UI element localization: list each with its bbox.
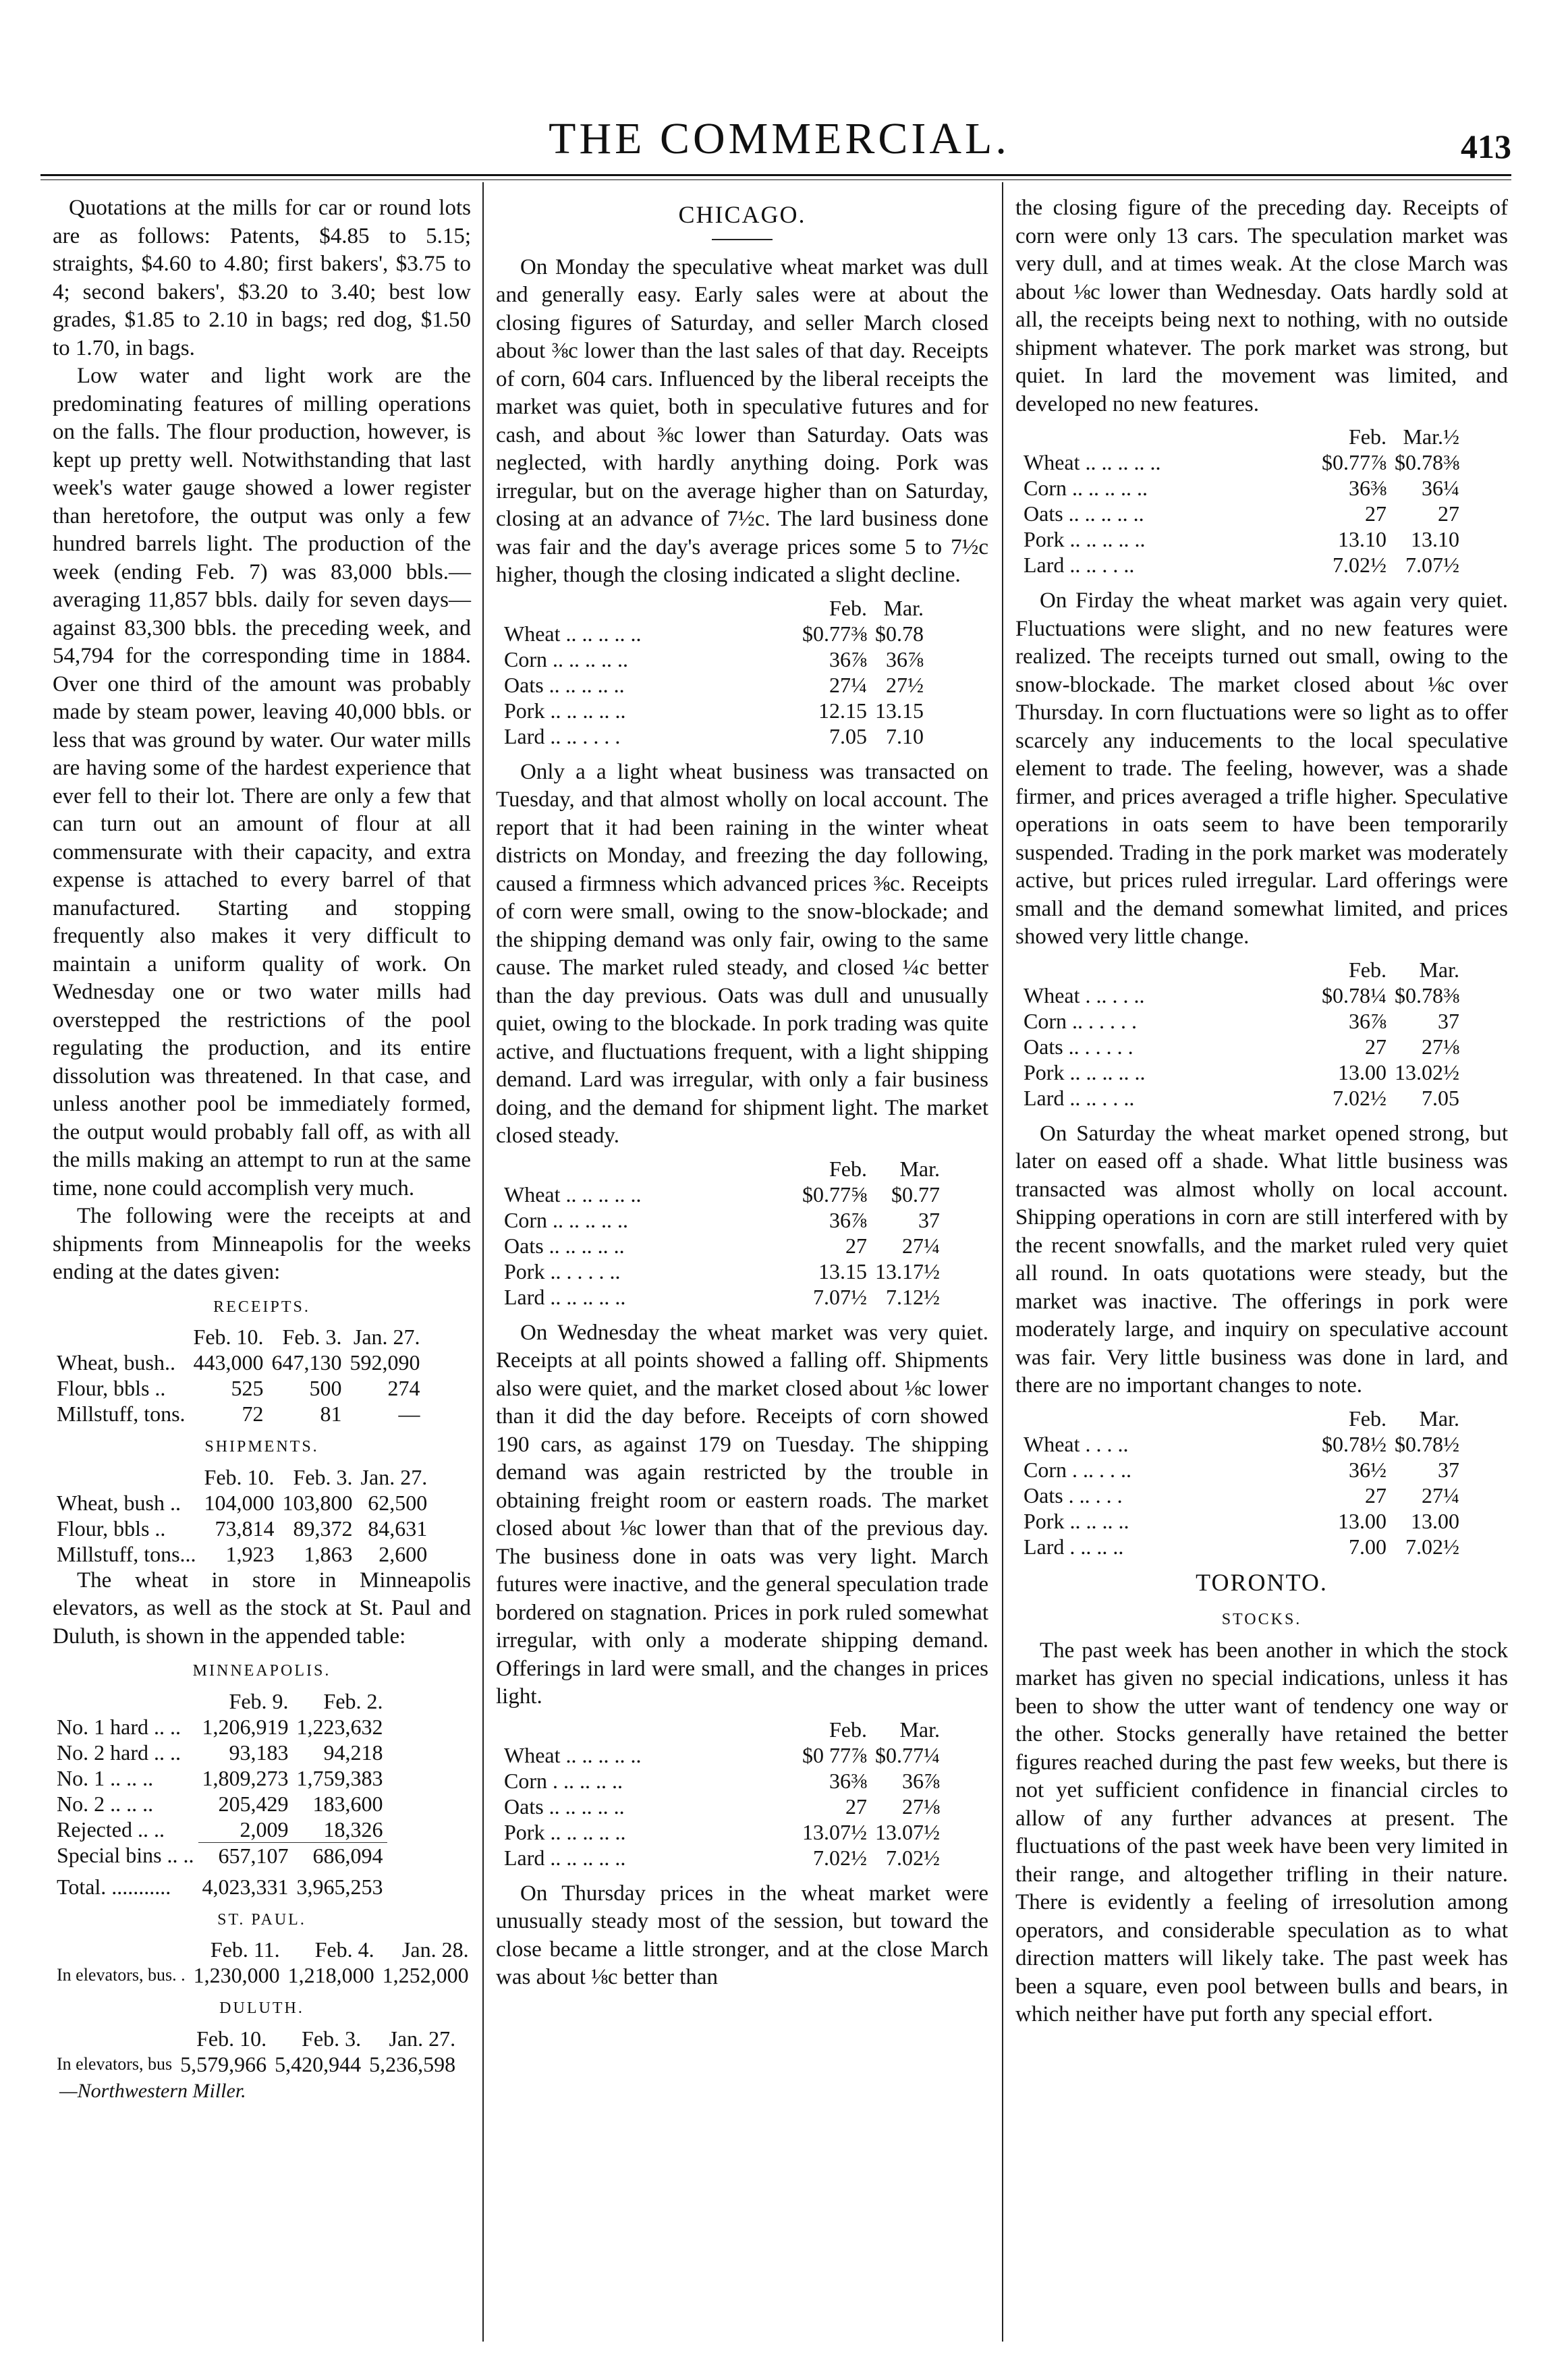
column-2 — [496, 194, 988, 1992]
table-cell: 4,023,331 — [202, 1874, 289, 1899]
table-row — [1019, 1008, 1463, 1034]
row-label: Pork .. .. .. .. — [1024, 1508, 1129, 1533]
row-label: Lard .. .. .. .. .. — [504, 1284, 626, 1309]
table-cell: $0.78⅜ — [1395, 450, 1459, 474]
column-header: Feb. — [1349, 424, 1387, 449]
row-label: Corn .. .. .. .. .. — [1024, 476, 1148, 500]
column-header: Feb. 3. — [302, 2026, 362, 2051]
column-header: Feb. 9. — [229, 1688, 289, 1713]
table-cell: 13.02½ — [1395, 1059, 1459, 1084]
column-divider-1 — [482, 182, 484, 2342]
table-row — [1019, 1483, 1463, 1508]
table-row — [1019, 501, 1463, 526]
table-cell: 500 — [309, 1376, 342, 1400]
table-header-row — [500, 595, 928, 621]
table-row — [1019, 1534, 1463, 1559]
column-header: Mar. — [1419, 957, 1459, 982]
article-paragraph: Low water and light work are the predominating features of milling operations on the falls. The flour production, however, is kept up pretty well. Notwithstanding that last week's water gauge showed a lower register than heretofore, the output was only a few hundred barrels light. The production of the week (ending Feb. 7) was 83,000 bbls.—averaging 11,857 bbls. daily for seven days—against 83,300 bbls. the preceding week, and 54,794 for the corresponding time in 1884. Over one third of the amount was probably made by steam power, leaving 40,000 bbls. or less that was ground by water. Our water mills are having some of the hardest experience that ever fell to their lot. There are only a few that can turn out an amount of flour at all commensurate with their capacity, and extra expense is attached to every barrel of that manufactured. Starting and stopping frequently also makes it very difficult to maintain a uniform quality of work. On Wednesday one or two water mills had overstepped the restrictions of the pool regulating the production, and its entire dissolution was threatened. In that case, and unless another pool be immediately formed, the output would probably fall off, as with all the mills making an attempt to run at the same time, none could accomplish very much. — [53, 364, 471, 1200]
column-header: Feb. — [1349, 957, 1387, 982]
table-row — [53, 2051, 459, 2077]
table-row — [53, 1490, 431, 1516]
table-cell: 89,372 — [293, 1516, 353, 1541]
table-cell: $0.78½ — [1395, 1431, 1459, 1456]
table-cell: $0.78½ — [1322, 1431, 1387, 1456]
table-header-row — [500, 1717, 944, 1742]
table-cell: 18,326 — [323, 1817, 383, 1842]
table-cell: 36½ — [1349, 1457, 1387, 1482]
table-cell: 27 — [1438, 501, 1459, 526]
table-row — [500, 646, 928, 672]
table-cell: 7.02½ — [1333, 553, 1387, 577]
table-cell: 13.10 — [1338, 527, 1387, 551]
table-cell: 686,094 — [293, 1842, 387, 1869]
column-header: Mar. — [883, 595, 924, 620]
row-label: Corn .. .. .. .. .. — [504, 646, 628, 671]
column-header: Feb. — [829, 595, 867, 620]
table-cell: 7.05 — [1422, 1085, 1459, 1110]
table-row — [1019, 983, 1463, 1008]
table-cell: 5,236,598 — [369, 2051, 456, 2076]
section-heading: CHICAGO. — [678, 201, 806, 228]
column-header: Mar. — [1419, 1406, 1459, 1431]
column-header: Feb. 10. — [196, 2026, 267, 2051]
table-cell: 7.07½ — [1405, 553, 1459, 577]
row-label: Corn . .. .. .. .. — [504, 1768, 623, 1793]
table-cell: 62,500 — [368, 1490, 428, 1515]
row-label: No. 1 .. .. .. — [57, 1765, 154, 1790]
table-row — [500, 1819, 944, 1845]
column-header: Feb. 10. — [204, 1464, 275, 1489]
row-label: Oats .. . . . . . — [1024, 1034, 1133, 1059]
column-3 — [1015, 194, 1508, 2029]
table-cell: 13.15 — [818, 1259, 867, 1283]
table-cell: 27¼ — [1422, 1483, 1459, 1508]
table-row — [500, 698, 928, 723]
table-cell: 103,800 — [282, 1490, 353, 1515]
table-header-row — [53, 1688, 387, 1714]
column-header: Mar. — [899, 1156, 940, 1181]
table-row — [53, 1765, 387, 1791]
row-label: No. 1 hard .. .. — [57, 1714, 181, 1739]
table-cell: $0.78¼ — [1322, 983, 1387, 1007]
table-cell: 13.00 — [1411, 1508, 1459, 1533]
table-cell: $0.77¼ — [875, 1742, 940, 1767]
column-header: Feb. — [829, 1717, 867, 1742]
column-header: Mar. — [899, 1717, 940, 1742]
table-cell: 592,090 — [349, 1350, 420, 1375]
table-cell: 183,600 — [312, 1791, 383, 1816]
column-header: Feb. 3. — [282, 1325, 342, 1349]
table-row — [53, 1541, 431, 1567]
table-row — [500, 672, 928, 698]
table-cell: 657,107 — [198, 1842, 293, 1869]
table-row — [500, 1845, 944, 1871]
table-heading: RECEIPTS. — [213, 1298, 310, 1316]
table-header-row — [53, 2026, 459, 2051]
table-cell: 13.15 — [875, 698, 924, 723]
column-header: Feb. — [1349, 1406, 1387, 1431]
table-cell: 7.12½ — [886, 1284, 940, 1309]
table-cell: 1,923 — [225, 1541, 275, 1566]
table-cell: 443,000 — [193, 1350, 264, 1375]
table-cell: 13.00 — [1338, 1059, 1387, 1084]
table-row — [500, 1794, 944, 1819]
table-cell: $0.78⅜ — [1395, 983, 1459, 1007]
table-cell: 37 — [1438, 1457, 1459, 1482]
table-header-row — [53, 1324, 424, 1350]
table-cell: 27 — [1365, 1034, 1387, 1059]
row-label: Wheat, bush.. — [57, 1350, 175, 1375]
column-divider-2 — [1002, 182, 1003, 2342]
table-cell: 13.07½ — [875, 1819, 940, 1844]
table-cell: 27⅛ — [1422, 1034, 1459, 1059]
table-cell: 37 — [1438, 1008, 1459, 1033]
table-cell: 3,965,253 — [296, 1874, 383, 1899]
table-row — [53, 1962, 473, 1988]
article-paragraph: the closing figure of the preceding day. Receipts of corn were only 13 cars. The speculation market was very dull, and at times weak. At the close March was about ⅛c lower than Wednesday. Oats hardly sold at all, the receipts being next to nothing, with no outside shipment whatever. The pork market was strong, but quiet. In lard the movement was limited, and developed no new features. — [1015, 196, 1508, 416]
table-cell: 27¼ — [829, 672, 867, 697]
table-cell: 94,218 — [323, 1740, 383, 1765]
table-cell: 84,631 — [368, 1516, 428, 1541]
table-cell: $0.77⅞ — [1322, 450, 1387, 474]
column-header: Jan. 28. — [401, 1937, 469, 1962]
table-cell: 13.07½ — [802, 1819, 867, 1844]
table-cell: 1,206,919 — [202, 1714, 289, 1739]
row-label: Special bins .. .. — [57, 1843, 194, 1868]
table-cell: 37 — [918, 1207, 940, 1232]
table-cell: 36⅞ — [829, 646, 867, 671]
table-cell: 36⅞ — [1349, 1008, 1387, 1033]
column-header: Jan. 27. — [360, 1464, 428, 1489]
row-label: Oats . .. . . . — [1024, 1483, 1123, 1508]
table-cell: 81 — [320, 1402, 342, 1426]
market-table — [500, 1717, 944, 1871]
table-cell: $0 77⅞ — [802, 1742, 867, 1767]
minneapolis-table — [53, 1688, 387, 1900]
table-row — [500, 723, 928, 749]
row-label: Millstuff, tons. — [57, 1402, 186, 1426]
table-heading: ST. PAUL. — [217, 1910, 306, 1929]
table-row — [1019, 1431, 1463, 1457]
market-table — [1019, 424, 1463, 578]
table-cell: 27 — [1365, 1483, 1387, 1508]
table-row — [1019, 449, 1463, 475]
table-row — [500, 1207, 944, 1233]
table-cell: 1,223,632 — [296, 1714, 383, 1739]
row-label: Wheat .. .. .. .. .. — [504, 621, 642, 646]
table-cell: 13.00 — [1338, 1508, 1387, 1533]
table-cell: $0.77 — [891, 1182, 940, 1207]
article-paragraph: The wheat in store in Minneapolis elevators, as well as the stock at St. Paul and Duluth, is shown in the appended table: — [53, 1568, 471, 1649]
row-label: Wheat . . . .. — [1024, 1431, 1129, 1456]
table-header-row — [1019, 957, 1463, 983]
table-row — [500, 1182, 944, 1207]
row-label: Lard . .. .. .. — [1024, 1534, 1124, 1559]
table-row — [500, 1233, 944, 1259]
column-header: Feb. — [829, 1156, 867, 1181]
row-label: Flour, bbls .. — [57, 1516, 166, 1541]
row-label: No. 2 hard .. .. — [57, 1740, 181, 1765]
column-1 — [53, 194, 471, 2105]
column-header: Feb. 4. — [314, 1937, 374, 1962]
table-row — [53, 1714, 387, 1740]
row-label: Lard .. .. . . .. — [1024, 1085, 1135, 1110]
table-cell: 7.07½ — [813, 1284, 867, 1309]
row-label: Pork .. .. .. .. .. — [1024, 1059, 1146, 1084]
table-cell: 1,252,000 — [382, 1963, 469, 1987]
table-cell: 27½ — [886, 672, 924, 697]
table-row — [1019, 475, 1463, 501]
column-header: Mar.½ — [1403, 424, 1459, 449]
row-label: Total. ........... — [57, 1874, 171, 1899]
table-cell: 36⅞ — [902, 1768, 940, 1793]
row-label: Wheat . .. . . .. — [1024, 983, 1145, 1007]
table-cell: 13.10 — [1411, 527, 1459, 551]
table-cell: 7.10 — [886, 723, 924, 748]
table-cell: 73,814 — [215, 1516, 275, 1541]
table-cell: $0.77⅝ — [802, 1182, 867, 1207]
table-row — [53, 1817, 387, 1843]
row-label: Pork .. . . . . .. — [504, 1259, 621, 1283]
row-label: Pork .. .. .. .. .. — [1024, 527, 1146, 551]
table-cell: 5,420,944 — [275, 2051, 362, 2076]
section-heading: TORONTO. — [1196, 1568, 1328, 1596]
table-cell: 7.02½ — [1333, 1085, 1387, 1110]
article-paragraph: Only a a light wheat business was transacted on Tuesday, and that almost wholly on local account. The report that it had been raining in the winter wheat districts on Monday, and freezing the day following, caused a firmness which advanced prices ⅜c. Receipts of corn were small, owing to the snow-blockade; and the shipping demand was only fair, owing to the same cause. The market ruled steady, and closed ¼c better than the day previous. Oats was dull and unusually quiet, owing to the blockade. In pork trading was quite active, and fluctuations frequent, with a light shipping demand. Lard was irregular, with only a fair business doing, and the demand for shipment light. The market closed steady. — [496, 759, 988, 1148]
column-header: Feb. 10. — [193, 1325, 264, 1349]
receipts-table — [53, 1324, 424, 1427]
article-paragraph: On Thursday prices in the wheat market were unusually steady most of the session, but toward the close became a little stronger, and at the close March was about ⅛c better than — [496, 1881, 988, 1989]
table-row — [500, 1284, 944, 1310]
article-paragraph: On Saturday the wheat market opened strong, but later on eased off a shade. What little business was transacted was almost wholly on local account. Shipping operations in corn are still interfered with by the recent snowfalls, and the market ruled very quiet all round. In oats quotations were steady, but the market was inactive. The offerings in pork were moderately large, and inquiry on speculative account was fair. Very little business was done in lard, and there are no important changes to note. — [1015, 1121, 1508, 1398]
table-row — [1019, 1457, 1463, 1483]
table-row — [1019, 1034, 1463, 1059]
table-cell: $0.78 — [875, 621, 924, 646]
table-row — [1019, 1085, 1463, 1111]
row-label: Rejected .. .. — [57, 1817, 165, 1842]
table-cell: 36¼ — [1422, 476, 1459, 500]
table-row — [53, 1401, 424, 1427]
row-label: Oats .. .. .. .. .. — [1024, 501, 1144, 526]
st-paul-table — [53, 1937, 473, 1988]
article-paragraph: The following were the receipts at and shipments from Minneapolis for the weeks ending at the dates given: — [53, 1204, 471, 1284]
table-heading: SHIPMENTS. — [204, 1438, 319, 1456]
table-cell: 27¼ — [902, 1233, 940, 1258]
table-cell: 1,809,273 — [202, 1765, 289, 1790]
table-cell: 1,863 — [304, 1541, 353, 1566]
shipments-table — [53, 1464, 431, 1567]
article-paragraph: On Wednesday the wheat market was very quiet. Receipts at all points showed a falling off. Shipments also were quiet, and the market closed about ⅛c lower than it did the day before. Receipts of corn showed 190 cars, as against 179 on Tuesday. The shipping demand was again restricted by the trouble in obtaining freight room or eastern roads. The market closed about ⅛c lower than that of the previous day. The business done in oats was very light. March futures were inactive, and the general speculation trade bordered on stagnation. Prices in pork ruled somewhat irregular, with only a moderate shipping demand. Offerings in lard were small, and the changes in prices light. — [496, 1320, 988, 1709]
article-paragraph: The past week has been another in which the stock market has given no special indications, unless it has been to show the utter want of tendency one way or the other. Stocks generally have retained the better figures reached during the past few weeks, but there is not yet sufficient confidence in financial circles to allow of any further advances at present. The fluctuations of the past week have been very limited in their range, and altogether trifling in their nature. There is evidently a feeling of irresolution among operators, and considerable speculation as to what direction matters will likely take. The past week has been a square, even pool between bulls and bears, in which neither have put forth any special effort. — [1015, 1638, 1508, 2026]
table-row — [53, 1375, 424, 1401]
table-header-row — [53, 1464, 431, 1490]
table-cell: 27 — [845, 1794, 867, 1819]
masthead-title: THE COMMERCIAL. — [549, 114, 1010, 163]
header-rule-thin — [40, 179, 1511, 180]
row-label: Wheat .. .. .. .. .. — [504, 1182, 642, 1207]
table-row — [1019, 1059, 1463, 1085]
table-heading: MINNEAPOLIS. — [192, 1662, 331, 1680]
table-cell: 1,230,000 — [193, 1963, 280, 1987]
market-table — [1019, 1406, 1463, 1559]
table-cell: 36⅞ — [829, 1207, 867, 1232]
table-cell: 93,183 — [229, 1740, 289, 1765]
section-subheading: STOCKS. — [1221, 1611, 1302, 1628]
row-label: Corn . .. . . .. — [1024, 1457, 1131, 1482]
column-header: Jan. 27. — [353, 1325, 420, 1349]
row-label: Millstuff, tons... — [57, 1541, 196, 1566]
table-cell: 5,579,966 — [180, 2051, 267, 2076]
table-cell: 274 — [387, 1376, 420, 1400]
row-label: Wheat .. .. .. .. .. — [504, 1742, 642, 1767]
row-label: Corn .. .. .. .. .. — [504, 1207, 628, 1232]
table-cell: 13.17½ — [875, 1259, 940, 1283]
table-cell: — — [398, 1402, 420, 1426]
table-total-row — [53, 1869, 387, 1900]
duluth-table — [53, 2026, 459, 2077]
table-header-row — [1019, 1406, 1463, 1431]
article-paragraph: On Firday the wheat market was again very quiet. Fluctuations were slight, and no new features were realized. The receipts turned out small, owing to the snow-blockade. The market closed about ⅛c over Thursday. In corn fluctuations were so light as to offer scarcely any inducements to the local speculative element to trade. The feeling, however, was a shade firmer, and prices averaged a trifle higher. Speculative operations in oats seem to have been temporarily suspended. Trading in the pork market was moderately active, but prices ruled irregular. Lard offerings were small and the demand somewhat limited, and prices showed very little change. — [1015, 588, 1508, 949]
page-header — [40, 101, 1518, 165]
row-label: Lard .. .. .. .. .. — [504, 1845, 626, 1870]
table-cell: 7.02½ — [813, 1845, 867, 1870]
row-label: Oats .. .. .. .. .. — [504, 672, 625, 697]
table-row — [1019, 526, 1463, 552]
heading-rule — [712, 239, 773, 240]
row-label: Lard .. .. . . .. — [1024, 553, 1135, 577]
table-row — [500, 1742, 944, 1768]
table-cell: 7.02½ — [886, 1845, 940, 1870]
row-label: Pork .. .. .. .. .. — [504, 1819, 626, 1844]
row-label: In elevators, bus — [57, 2053, 173, 2074]
article-paragraph: On Monday the speculative wheat market was dull and generally easy. Early sales were at about the closing figures of Saturday, and seller March closed about ⅜c lower than the last sales of that day. Receipts of corn, 604 cars. Influenced by the liberal receipts the market was quiet, both in speculative futures and for cash, and about ⅜c lower than Saturday. Oats was neglected, with hardly anything doing. Pork was irregular, but on the average higher than on Saturday, closing at an advance of 7½c. The lard business done was fair and the day's average prices some 5 to 7½c higher, though the closing indicated a slight decline. — [496, 254, 988, 587]
table-cell: 36⅜ — [829, 1768, 867, 1793]
row-label: Wheat, bush .. — [57, 1490, 181, 1515]
source-credit: —Northwestern Miller. — [59, 2079, 246, 2102]
row-label: No. 2 .. .. .. — [57, 1791, 154, 1816]
row-label: Corn .. . . . . . — [1024, 1008, 1137, 1033]
table-cell: 7.02½ — [1405, 1534, 1459, 1559]
table-cell: 1,218,000 — [287, 1963, 374, 1987]
table-header-row — [1019, 424, 1463, 449]
market-table — [1019, 957, 1463, 1111]
table-cell: 27 — [1365, 501, 1387, 526]
table-cell: 7.05 — [829, 723, 867, 748]
table-row — [53, 1350, 424, 1375]
row-label: Lard .. .. . . . . — [504, 723, 621, 748]
table-cell: 27⅛ — [902, 1794, 940, 1819]
table-row — [53, 1842, 387, 1869]
table-cell: 12.15 — [818, 698, 867, 723]
article-paragraph: Quotations at the mills for car or round lots are as follows: Patents, $4.85 to 5.15; straights, $4.60 to 4.80; first bakers', $3.75 to 4; second bakers', $3.20 to 3.40; best low grades, $1.85 to 2.10 in bags; red dog, $1.50 to 1.70, in bags. — [53, 196, 471, 360]
table-cell: 27 — [845, 1233, 867, 1258]
column-header: Feb. 11. — [210, 1937, 280, 1962]
table-row — [500, 1768, 944, 1794]
table-cell: 72 — [242, 1402, 264, 1426]
table-cell: 36⅞ — [886, 646, 924, 671]
table-heading: DULUTH. — [219, 1999, 304, 2017]
header-rule — [40, 174, 1511, 176]
table-cell: 1,759,383 — [296, 1765, 383, 1790]
row-label: Oats .. .. .. .. .. — [504, 1794, 625, 1819]
table-row — [53, 1516, 431, 1541]
row-label: Pork .. .. .. .. .. — [504, 698, 626, 723]
market-table — [500, 595, 928, 749]
table-row — [1019, 552, 1463, 578]
table-cell: 2,009 — [240, 1817, 289, 1842]
table-header-row — [500, 1156, 944, 1182]
table-cell: 36⅜ — [1349, 476, 1387, 500]
table-row — [53, 1740, 387, 1765]
table-row — [1019, 1508, 1463, 1534]
table-cell: 205,429 — [218, 1791, 289, 1816]
table-cell: 2,600 — [379, 1541, 428, 1566]
table-header-row — [53, 1937, 473, 1962]
row-label: Oats .. .. .. .. .. — [504, 1233, 625, 1258]
row-label: In elevators, bus. . — [57, 1965, 186, 1985]
table-row — [500, 1259, 944, 1284]
table-cell: 525 — [231, 1376, 264, 1400]
table-cell: $0.77⅜ — [802, 621, 867, 646]
table-cell: 7.00 — [1349, 1534, 1387, 1559]
row-label: Wheat .. .. .. .. .. — [1024, 450, 1161, 474]
column-header: Feb. 2. — [323, 1688, 383, 1713]
row-label: Flour, bbls .. — [57, 1376, 166, 1400]
table-row — [53, 1791, 387, 1817]
market-table — [500, 1156, 944, 1310]
page-number: 413 — [1461, 128, 1511, 165]
column-header: Jan. 27. — [389, 2026, 456, 2051]
table-cell: 647,130 — [271, 1350, 342, 1375]
column-header: Feb. 3. — [293, 1464, 353, 1489]
table-cell: 104,000 — [204, 1490, 275, 1515]
table-row — [500, 621, 928, 646]
